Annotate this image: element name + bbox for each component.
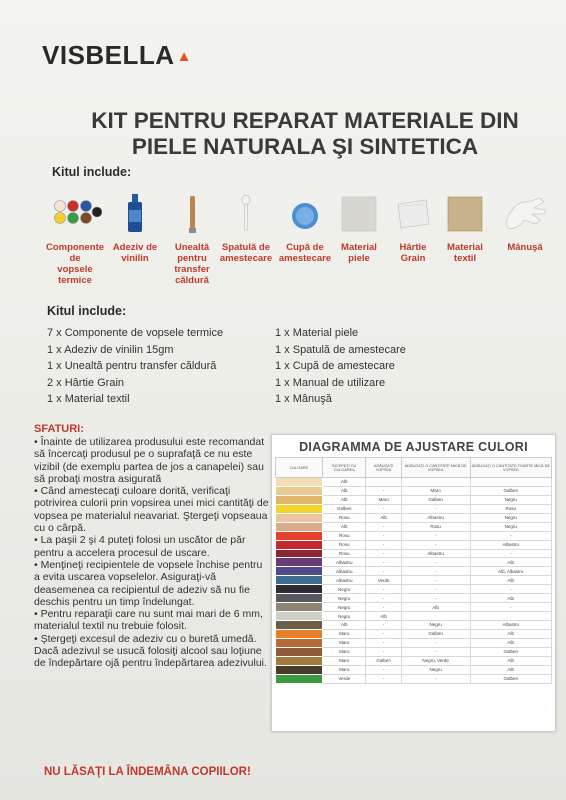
product-label: amestecare [219, 253, 273, 264]
color-swatch [276, 540, 323, 549]
products-row [44, 192, 554, 292]
list-item: 1 x Manual de utilizare [275, 376, 386, 389]
table-cell: Galben [470, 674, 551, 683]
table-cell: - [366, 647, 401, 656]
table-cell: Negru [401, 665, 470, 674]
table-cell: Galben [401, 629, 470, 638]
table-cell: Albastru [323, 558, 366, 567]
table-cell: Maro [323, 656, 366, 665]
table-cell: Alb [323, 486, 366, 495]
table-cell: Galben [470, 647, 551, 656]
product-label: Adeziv de [112, 242, 158, 253]
table-row [276, 656, 552, 665]
list-item: 1 x Cupă de amestecare [275, 360, 395, 372]
table-row [276, 486, 552, 495]
product-label: Unealtă [174, 242, 210, 253]
list-item: 1 x Adeziv de vinilin 15gm [47, 343, 174, 356]
product-label: Cupă de [286, 242, 324, 253]
color-swatch [276, 558, 323, 567]
column-header: ADĂUGAŢI O CANTITATE FOARTE MICĂ DE VOPSEA [470, 458, 551, 478]
table-cell [401, 478, 470, 487]
table-cell: Negru [323, 603, 366, 612]
color-swatch [276, 495, 323, 504]
table-cell: Maro [401, 486, 470, 495]
table-cell: - [366, 594, 401, 603]
table-row [276, 612, 552, 621]
spatula-icon [236, 192, 256, 236]
table-cell: - [401, 558, 470, 567]
list-item: 2 x Hârtie Grain [47, 376, 125, 389]
product-label: Material [447, 242, 483, 253]
product-label: textil [453, 253, 477, 264]
table-cell: Negru [323, 585, 366, 594]
product-label: Material [341, 242, 377, 253]
tip-item: • Înainte de utilizarea produsului este recomandat să încercaţi produsul pe o suprafaţă ce nu este vizibil (de exemplu partea de jos a canapelei) sau să probaţi mostra asigurată [34, 436, 265, 485]
product-label: căldură [175, 275, 209, 286]
color-table [275, 457, 552, 684]
table-cell: - [401, 540, 470, 549]
table-cell: - [366, 531, 401, 540]
color-swatch [276, 656, 323, 665]
table-cell: Maro [323, 629, 366, 638]
table-cell: Maro [323, 665, 366, 674]
product-label: Grain [400, 253, 426, 264]
list-item: 1 x Unealtă pentru transfer căldură [47, 360, 217, 372]
table-cell: - [366, 629, 401, 638]
table-cell: Alb [366, 612, 401, 621]
table-cell: Albastru [323, 576, 366, 585]
product-label: piele [348, 253, 370, 264]
color-swatch [276, 531, 323, 540]
table-cell: Alb [470, 576, 551, 585]
product-grain-paper [388, 192, 438, 264]
column-header: ADĂUGAŢI O CANTITATE MICĂ DE VOPSEA [401, 458, 470, 478]
table-cell: Albastru [323, 567, 366, 576]
table-cell: - [366, 567, 401, 576]
product-paint [44, 192, 106, 286]
title-line-2: PIELE NATURALA ŞI SINTETICA [131, 134, 479, 159]
logo-triangle-icon: ▲ [176, 48, 192, 65]
table-row [276, 558, 552, 567]
brand-name: VISBELLA [42, 40, 175, 70]
table-cell: - [366, 674, 401, 683]
list-heading: Kitul include: [47, 304, 127, 318]
table-cell: - [401, 504, 470, 513]
table-cell: Negru [470, 513, 551, 522]
table-row [276, 495, 552, 504]
color-swatch [276, 638, 323, 647]
table-cell [401, 612, 470, 621]
product-leather [334, 192, 384, 264]
table-cell: Alb [470, 638, 551, 647]
brand-logo [42, 40, 192, 71]
table-cell: - [401, 567, 470, 576]
table-row [276, 504, 552, 513]
color-swatch [276, 621, 323, 630]
color-swatch [276, 576, 323, 585]
list-item: 7 x Componente de vopsele termice [47, 327, 224, 339]
color-swatch [276, 603, 323, 612]
product-adhesive [104, 192, 166, 264]
color-swatch [276, 513, 323, 522]
table-cell: Alb [366, 513, 401, 522]
tip-item: • Pentru reparaţii care nu sunt mai mari de 6 mm, materialul textil nu trebuie folosit. [34, 608, 263, 633]
color-swatch [276, 665, 323, 674]
table-row [276, 629, 552, 638]
kit-list-right [275, 325, 406, 408]
product-label: Componente de [45, 242, 105, 264]
table-cell: Negru [401, 621, 470, 630]
table-row [276, 621, 552, 630]
table-row [276, 638, 552, 647]
table-body [276, 478, 552, 684]
table-cell: Maro [323, 638, 366, 647]
table-cell: - [366, 504, 401, 513]
table-cell: Verde [366, 576, 401, 585]
product-cup [273, 192, 337, 264]
color-swatch [276, 629, 323, 638]
textile-material-icon [445, 192, 485, 236]
table-cell: - [401, 674, 470, 683]
list-item: 1 x Material piele [275, 327, 359, 339]
column-header: ADĂUGAŢI VOPSEA [366, 458, 401, 478]
table-cell: - [470, 549, 551, 558]
table-row [276, 665, 552, 674]
table-cell: - [401, 576, 470, 585]
color-swatch [276, 612, 323, 621]
table-cell: Alb [323, 478, 366, 487]
product-label: Mânuşă [507, 242, 543, 253]
table-cell: - [366, 558, 401, 567]
tip-item: • Ştergeţi excesul de adeziv cu o buretă umedă. Dacă adezivul se usucă folosiţi alcool sau loţiune de îndepărtare ojă pentru îndepărtarea adezivului. [34, 632, 267, 670]
table-cell: Albastru [401, 549, 470, 558]
list-item: 1 x Spatulă de amestecare [275, 343, 406, 356]
heat-tool-icon [182, 192, 202, 236]
table-cell: Alb [470, 629, 551, 638]
table-cell: - [366, 638, 401, 647]
table-cell [470, 478, 551, 487]
table-cell: Alb [323, 522, 366, 531]
table-cell: Rosu [470, 504, 551, 513]
table-row [276, 603, 552, 612]
table-cell: - [366, 549, 401, 558]
table-cell: - [401, 594, 470, 603]
table-cell: Alb [323, 495, 366, 504]
color-swatch [276, 522, 323, 531]
grain-paper-icon [393, 192, 433, 236]
color-swatch [276, 585, 323, 594]
product-label: vinilin [121, 253, 149, 264]
column-header: CULOARE [276, 458, 323, 478]
product-label: Spatulă de [221, 242, 271, 253]
table-cell [470, 612, 551, 621]
table-cell: Rosu [323, 549, 366, 558]
list-item: 1 x Mânuşă [275, 393, 332, 405]
product-label: amestecare [278, 253, 332, 264]
color-swatch [276, 478, 323, 487]
title-line-1: KIT PENTRU REPARAT MATERIALE DIN [91, 108, 519, 133]
color-swatch [276, 549, 323, 558]
kit-list-left [47, 325, 223, 408]
table-cell: Maro [366, 495, 401, 504]
tips-heading: SFATURI: [34, 423, 84, 435]
includes-heading: Kitul include: [52, 165, 132, 179]
table-cell: - [366, 486, 401, 495]
table-cell: Alb [470, 665, 551, 674]
table-cell: Albastru [401, 513, 470, 522]
table-cell: - [401, 638, 470, 647]
table-cell: Maro [323, 647, 366, 656]
color-swatch [276, 647, 323, 656]
product-label: Hârtie [399, 242, 427, 253]
table-cell: Galben [366, 656, 401, 665]
table-cell: Negru [323, 594, 366, 603]
table-cell: - [470, 603, 551, 612]
table-cell: - [366, 603, 401, 612]
color-adjust-diagram [271, 434, 556, 732]
table-cell: Alb [470, 594, 551, 603]
table-row [276, 513, 552, 522]
table-row [276, 522, 552, 531]
tip-item: • Menţineţi recipientele de vopsele închise pentru a evita uscarea vopselelor. Asiguraţi-vă deasemenea ca recipientul de adeziv să nu fie deschis pentru un timp îndelungat. [34, 558, 263, 608]
column-header: ÎNCEPEŢI CU CULOAREA [323, 458, 366, 478]
table-cell: Negru, Verde [401, 656, 470, 665]
list-item: 1 x Material textil [47, 393, 130, 405]
color-swatch [276, 594, 323, 603]
tip-item: • Când amestecaţi culoare dorită, verificaţi potrivirea culorii prin vopsirea unei mici cantităţi de vopsea pe materialul neavariat. Ştergeţi vopseaua cu o cârpă. [34, 485, 269, 535]
mixing-cup-icon [288, 192, 322, 236]
product-spatula [217, 192, 275, 264]
table-header-row [276, 458, 552, 478]
children-warning: NU LĂSAŢI LA ÎNDEMÂNA COPIILOR! [44, 766, 251, 778]
table-cell: Alb, Albastru [470, 567, 551, 576]
table-cell: Alb [470, 558, 551, 567]
table-row [276, 540, 552, 549]
table-cell: Galben [470, 486, 551, 495]
table-cell: - [401, 531, 470, 540]
table-cell: - [366, 522, 401, 531]
table-cell: Albastru [470, 621, 551, 630]
table-cell [366, 478, 401, 487]
table-cell: Rosu [401, 522, 470, 531]
table-cell: Rosu [323, 531, 366, 540]
table-cell: - [366, 621, 401, 630]
table-cell: - [366, 665, 401, 674]
glove-icon [500, 192, 550, 236]
paint-pots-icon [48, 192, 102, 236]
product-heat-tool [164, 192, 220, 286]
table-cell: Galben [401, 495, 470, 504]
table-cell: Negru [470, 522, 551, 531]
table-cell: Verde [323, 674, 366, 683]
table-row [276, 594, 552, 603]
table-cell: Rosu [323, 513, 366, 522]
color-swatch [276, 674, 323, 683]
table-cell: Galben [323, 504, 366, 513]
table-cell: Rosu [323, 540, 366, 549]
table-cell: - [470, 585, 551, 594]
table-row [276, 549, 552, 558]
table-cell: Negru [470, 495, 551, 504]
table-cell: - [366, 540, 401, 549]
color-swatch [276, 504, 323, 513]
leather-material-icon [339, 192, 379, 236]
product-label: vopsele termice [57, 264, 93, 286]
table-cell: - [366, 585, 401, 594]
table-cell: Alb [401, 603, 470, 612]
table-cell: Albastru [470, 540, 551, 549]
table-row [276, 576, 552, 585]
product-textile [440, 192, 490, 264]
page-title [60, 108, 550, 160]
tips-list [34, 436, 269, 670]
tip-item: • La paşii 2 şi 4 puteţi folosi un uscător de păr pentru a accelera procesul de uscare. [34, 534, 246, 559]
table-row [276, 674, 552, 683]
color-swatch [276, 486, 323, 495]
product-label: transfer [174, 264, 210, 275]
adhesive-bottle-icon [120, 192, 150, 236]
table-cell: - [401, 647, 470, 656]
table-cell: - [470, 531, 551, 540]
table-cell: - [401, 585, 470, 594]
table-row [276, 585, 552, 594]
product-glove [496, 192, 554, 253]
table-row [276, 531, 552, 540]
table-row [276, 567, 552, 576]
color-swatch [276, 567, 323, 576]
table-cell: Alb [323, 621, 366, 630]
product-label: pentru [177, 253, 207, 264]
table-cell: Negru [323, 612, 366, 621]
table-row [276, 647, 552, 656]
diagram-title: DIAGRAMMA DE AJUSTARE CULORI [299, 440, 528, 454]
table-row [276, 478, 552, 487]
table-cell: Alb [470, 656, 551, 665]
